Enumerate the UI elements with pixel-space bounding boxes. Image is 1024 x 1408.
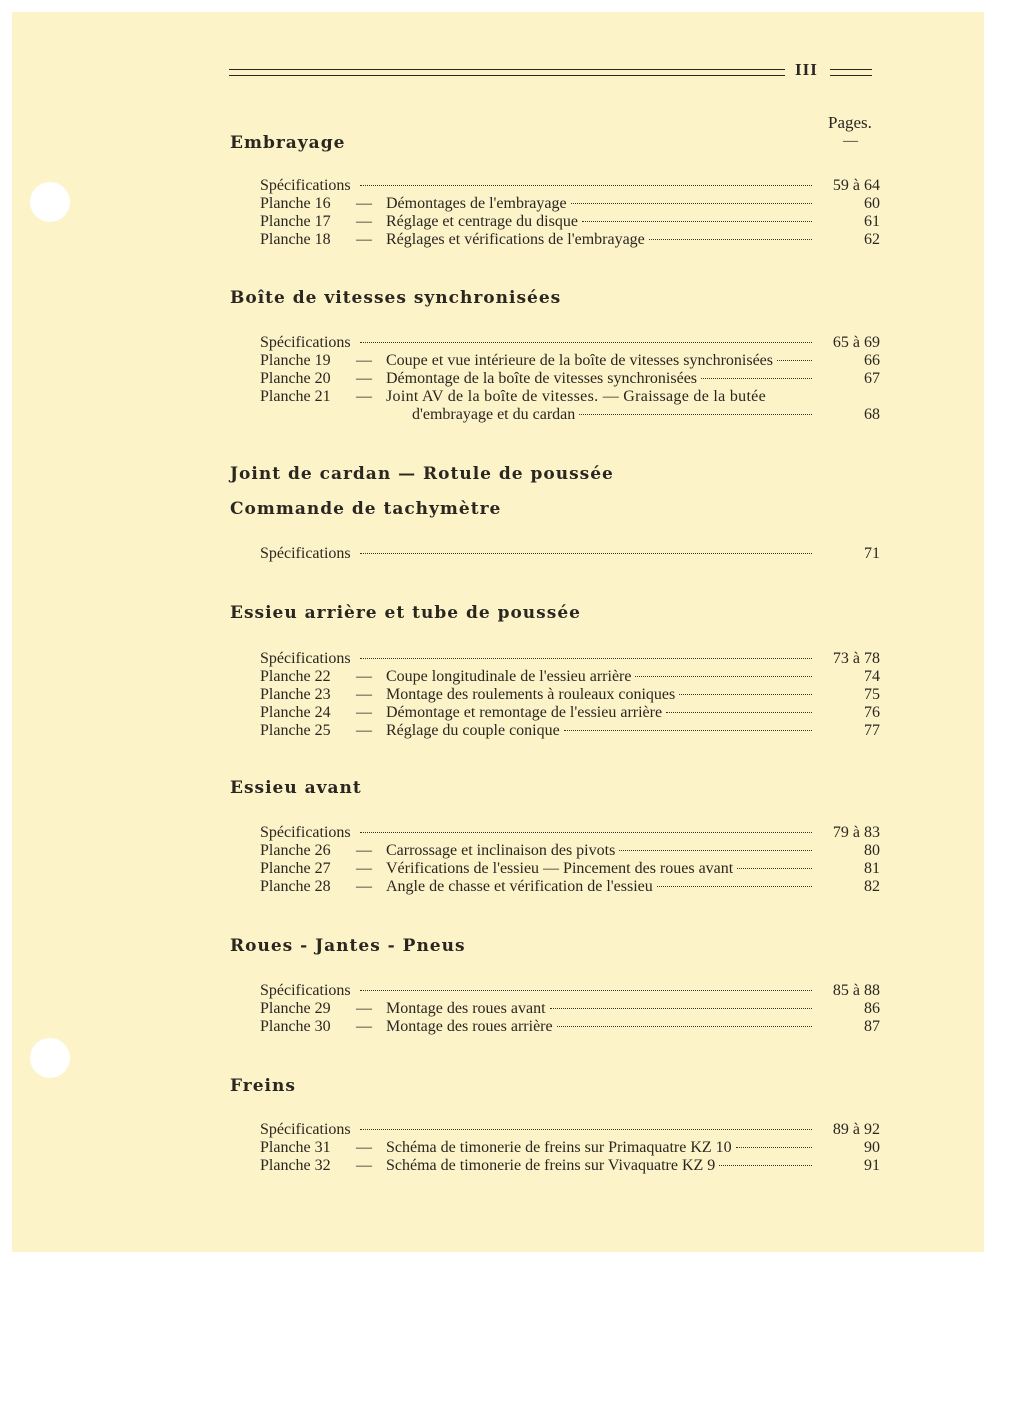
- dot-leader: [550, 1008, 812, 1009]
- section-title-roues: Roues - Jantes - Pneus: [230, 936, 466, 956]
- toc-row: [260, 982, 880, 1000]
- toc-sep: —: [356, 860, 372, 877]
- dot-leader: [571, 203, 812, 204]
- toc-sep: —: [356, 213, 372, 230]
- toc-row: [260, 388, 880, 406]
- dot-leader: [701, 378, 812, 379]
- toc-desc: Démontage de la boîte de vitesses synchronisées: [386, 370, 698, 387]
- toc-desc: Coupe et vue intérieure de la boîte de vitesses synchronisées: [386, 352, 773, 369]
- section-title-essieu-avant: Essieu avant: [230, 778, 362, 798]
- toc-row: [260, 860, 880, 878]
- dot-leader: [360, 832, 812, 833]
- dot-leader: [777, 360, 812, 361]
- toc-desc: Montage des roues arrière: [386, 1018, 553, 1035]
- toc-sep: —: [356, 1000, 372, 1017]
- toc-ref: Planche 28: [260, 878, 331, 895]
- toc-sep: —: [356, 686, 372, 703]
- toc-ref: Planche 27: [260, 860, 331, 877]
- pages-column-label: Pages.: [828, 113, 872, 132]
- toc-desc: Réglage et centrage du disque: [386, 213, 578, 230]
- toc-row: [260, 824, 880, 842]
- toc-page: 62: [864, 231, 880, 248]
- toc-row: [260, 370, 880, 388]
- toc-row: [260, 406, 880, 424]
- toc-row: [260, 686, 880, 704]
- section-rows-roues: [260, 982, 880, 1036]
- toc-sep: —: [356, 388, 372, 405]
- toc-sep: —: [356, 1157, 372, 1174]
- toc-row: [260, 177, 880, 195]
- toc-page: 60: [864, 195, 880, 212]
- dot-leader: [649, 239, 812, 240]
- toc-row: [260, 842, 880, 860]
- dot-leader: [360, 553, 812, 554]
- dot-leader: [619, 850, 812, 851]
- toc-page: 66: [864, 352, 880, 369]
- toc-page: 71: [864, 545, 880, 562]
- toc-desc: Démontages de l'embrayage: [386, 195, 567, 212]
- dot-leader: [360, 990, 812, 991]
- toc-desc: Joint AV de la boîte de vitesses. — Graissage de la butée: [386, 388, 766, 405]
- toc-row: [260, 722, 880, 740]
- toc-desc: Réglage du couple conique: [386, 722, 560, 739]
- toc-page: 87: [864, 1018, 880, 1035]
- toc-desc: Vérifications de l'essieu — Pincement des roues avant: [386, 860, 734, 877]
- toc-page: 67: [864, 370, 880, 387]
- dot-leader: [360, 658, 812, 659]
- toc-desc: Montage des roues avant: [386, 1000, 546, 1017]
- toc-page: 82: [864, 878, 880, 895]
- header-rule-right: [830, 66, 874, 80]
- toc-page: 73 à 78: [832, 650, 880, 667]
- toc-page: 91: [864, 1157, 880, 1174]
- toc-row: [260, 1018, 880, 1036]
- toc-desc: Schéma de timonerie de freins sur Vivaquatre KZ 9: [386, 1157, 716, 1174]
- section-title-essieu-arriere: Essieu arrière et tube de poussée: [230, 603, 581, 623]
- toc-ref: Spécifications: [260, 824, 351, 841]
- toc-ref: Spécifications: [260, 545, 351, 562]
- dot-leader: [736, 1147, 812, 1148]
- toc-desc: d'embrayage et du cardan: [412, 406, 576, 423]
- toc-ref: Spécifications: [260, 1121, 351, 1138]
- toc-ref: Planche 16: [260, 195, 331, 212]
- toc-ref: Planche 26: [260, 842, 331, 859]
- toc-sep: —: [356, 231, 372, 248]
- section-title-boite-de-vitesses: Boîte de vitesses synchronisées: [230, 288, 562, 308]
- toc-sep: —: [356, 195, 372, 212]
- toc-sep: —: [356, 1139, 372, 1156]
- toc-ref: Planche 25: [260, 722, 331, 739]
- toc-page: 79 à 83: [832, 824, 880, 841]
- toc-ref: Spécifications: [260, 650, 351, 667]
- dot-leader: [719, 1165, 812, 1166]
- toc-page: 75: [864, 686, 880, 703]
- toc-desc: Angle de chasse et vérification de l'essieu: [386, 878, 653, 895]
- page-number: III: [795, 60, 818, 79]
- pages-column-dash: —: [843, 133, 858, 149]
- section-rows-freins: [260, 1121, 880, 1175]
- dot-leader: [737, 868, 812, 869]
- dot-leader: [564, 730, 812, 731]
- section-title-embrayage: Embrayage: [230, 133, 346, 153]
- dot-leader: [666, 712, 812, 713]
- toc-ref: Planche 22: [260, 668, 331, 685]
- toc-page: 81: [864, 860, 880, 877]
- toc-row: [260, 878, 880, 896]
- toc-ref: Planche 32: [260, 1157, 331, 1174]
- toc-sep: —: [356, 878, 372, 895]
- toc-ref: Planche 21: [260, 388, 331, 405]
- dot-leader: [360, 342, 812, 343]
- toc-page: 59 à 64: [832, 177, 880, 194]
- punch-hole-bottom: [30, 1038, 70, 1078]
- section-rows-essieu-avant: [260, 824, 880, 896]
- toc-row: [260, 1121, 880, 1139]
- toc-sep: —: [356, 352, 372, 369]
- toc-row: [260, 704, 880, 722]
- dot-leader: [360, 1129, 812, 1130]
- toc-row: [260, 545, 880, 563]
- toc-row: [260, 650, 880, 668]
- punch-hole-top: [30, 182, 70, 222]
- toc-row: [260, 334, 880, 352]
- toc-page: 74: [864, 668, 880, 685]
- toc-ref: Planche 31: [260, 1139, 331, 1156]
- toc-row: [260, 352, 880, 370]
- toc-sep: —: [356, 722, 372, 739]
- toc-ref: Planche 19: [260, 352, 331, 369]
- toc-sep: —: [356, 1018, 372, 1035]
- toc-ref: Planche 23: [260, 686, 331, 703]
- toc-desc: Démontage et remontage de l'essieu arrière: [386, 704, 663, 721]
- toc-page: 80: [864, 842, 880, 859]
- toc-desc: Réglages et vérifications de l'embrayage: [386, 231, 645, 248]
- toc-sep: —: [356, 668, 372, 685]
- toc-ref: Spécifications: [260, 982, 351, 999]
- toc-ref: Planche 30: [260, 1018, 331, 1035]
- section-rows-tachymetre: [260, 545, 880, 563]
- toc-page: 61: [864, 213, 880, 230]
- dot-leader: [557, 1026, 812, 1027]
- section-rows-embrayage: [260, 177, 880, 249]
- toc-row: [260, 1000, 880, 1018]
- toc-page: 68: [864, 406, 880, 423]
- toc-page: 76: [864, 704, 880, 721]
- header-rule: [229, 66, 789, 80]
- section-rows-boite-de-vitesses: [260, 334, 880, 424]
- dot-leader: [360, 185, 812, 186]
- toc-ref: Planche 17: [260, 213, 331, 230]
- toc-ref: Spécifications: [260, 177, 351, 194]
- toc-page: 89 à 92: [832, 1121, 880, 1138]
- toc-row: [260, 231, 880, 249]
- toc-row: [260, 668, 880, 686]
- toc-page: 85 à 88: [832, 982, 880, 999]
- section-title-freins: Freins: [230, 1076, 296, 1096]
- toc-sep: —: [356, 704, 372, 721]
- section-rows-essieu-arriere: [260, 650, 880, 740]
- toc-ref: Planche 20: [260, 370, 331, 387]
- toc-desc: Carrossage et inclinaison des pivots: [386, 842, 616, 859]
- toc-ref: Planche 24: [260, 704, 331, 721]
- section-title-tachymetre: Commande de tachymètre: [230, 499, 502, 519]
- toc-desc: Schéma de timonerie de freins sur Primaquatre KZ 10: [386, 1139, 732, 1156]
- toc-sep: —: [356, 842, 372, 859]
- toc-row: [260, 1157, 880, 1175]
- toc-page: 65 à 69: [832, 334, 880, 351]
- toc-page: 86: [864, 1000, 880, 1017]
- toc-row: [260, 1139, 880, 1157]
- toc-row: [260, 213, 880, 231]
- toc-sep: —: [356, 370, 372, 387]
- section-title-joint-de-cardan: Joint de cardan — Rotule de poussée: [230, 464, 614, 484]
- toc-ref: Planche 18: [260, 231, 331, 248]
- dot-leader: [635, 676, 812, 677]
- toc-desc: Coupe longitudinale de l'essieu arrière: [386, 668, 632, 685]
- toc-desc: Montage des roulements à rouleaux coniques: [386, 686, 676, 703]
- dot-leader: [579, 414, 812, 415]
- toc-row: [260, 195, 880, 213]
- toc-page: 77: [864, 722, 880, 739]
- dot-leader: [657, 886, 812, 887]
- toc-ref: Spécifications: [260, 334, 351, 351]
- dot-leader: [679, 694, 812, 695]
- dot-leader: [582, 221, 812, 222]
- toc-ref: Planche 29: [260, 1000, 331, 1017]
- toc-page: 90: [864, 1139, 880, 1156]
